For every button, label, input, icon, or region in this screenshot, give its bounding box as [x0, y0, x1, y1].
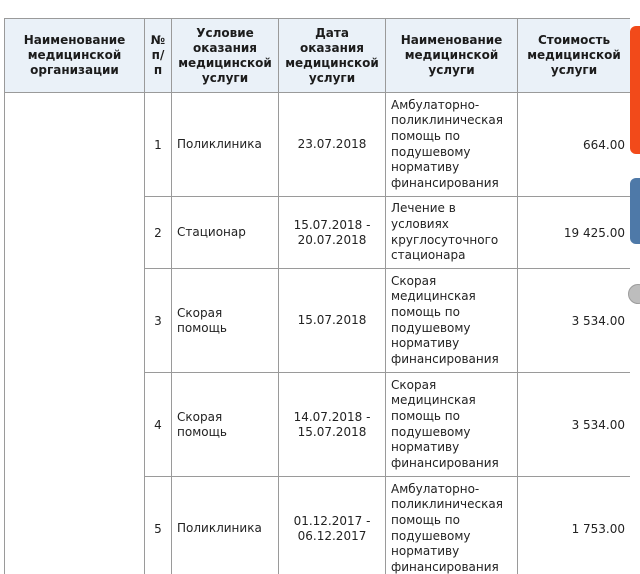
row-number: 3	[145, 269, 172, 373]
row-cost: 3 534.00	[518, 373, 631, 477]
row-date: 14.07.2018 - 15.07.2018	[279, 373, 386, 477]
row-date: 23.07.2018	[279, 93, 386, 197]
table-row	[5, 93, 631, 197]
header-service: Наименование медицинской услуги	[386, 19, 518, 93]
header-org: Наименование медицинской организации	[5, 19, 145, 93]
row-cost: 1 753.00	[518, 477, 631, 574]
header-cost: Стоимость медицинской услуги	[518, 19, 631, 93]
header-condition: Условие оказания медицинской услуги	[172, 19, 279, 93]
page-top-strip	[4, 0, 630, 18]
row-condition: Скорая помощь	[172, 373, 279, 477]
row-service: Скорая медицинская помощь по подушевому нормативу финансирования	[386, 269, 518, 373]
row-cost: 664.00	[518, 93, 631, 197]
services-table-container	[4, 18, 630, 574]
row-condition: Скорая помощь	[172, 269, 279, 373]
header-date: Дата оказания медицинской услуги	[279, 19, 386, 93]
row-date: 15.07.2018	[279, 269, 386, 373]
row-condition: Поликлиника	[172, 477, 279, 574]
header-num: № п/п	[145, 19, 172, 93]
header-row	[5, 19, 631, 93]
row-service: Скорая медицинская помощь по подушевому нормативу финансирования	[386, 373, 518, 477]
table-body	[5, 93, 631, 574]
org-cell	[5, 93, 145, 574]
row-number: 4	[145, 373, 172, 477]
row-service: Амбулаторно-поликлиническая помощь по подушевому нормативу финансирования	[386, 477, 518, 574]
row-cost: 19 425.00	[518, 197, 631, 269]
row-date: 01.12.2017 - 06.12.2017	[279, 477, 386, 574]
medical-services-table	[4, 18, 630, 574]
row-condition: Стационар	[172, 197, 279, 269]
side-tab-blue[interactable]	[630, 178, 640, 244]
row-number: 2	[145, 197, 172, 269]
table-header	[5, 19, 631, 93]
row-cost: 3 534.00	[518, 269, 631, 373]
row-number: 5	[145, 477, 172, 574]
row-number: 1	[145, 93, 172, 197]
row-date: 15.07.2018 - 20.07.2018	[279, 197, 386, 269]
side-tab-orange[interactable]	[630, 26, 640, 154]
row-condition: Поликлиника	[172, 93, 279, 197]
row-service: Амбулаторно-поликлиническая помощь по подушевому нормативу финансирования	[386, 93, 518, 197]
row-service: Лечение в условиях круглосуточного стационара	[386, 197, 518, 269]
